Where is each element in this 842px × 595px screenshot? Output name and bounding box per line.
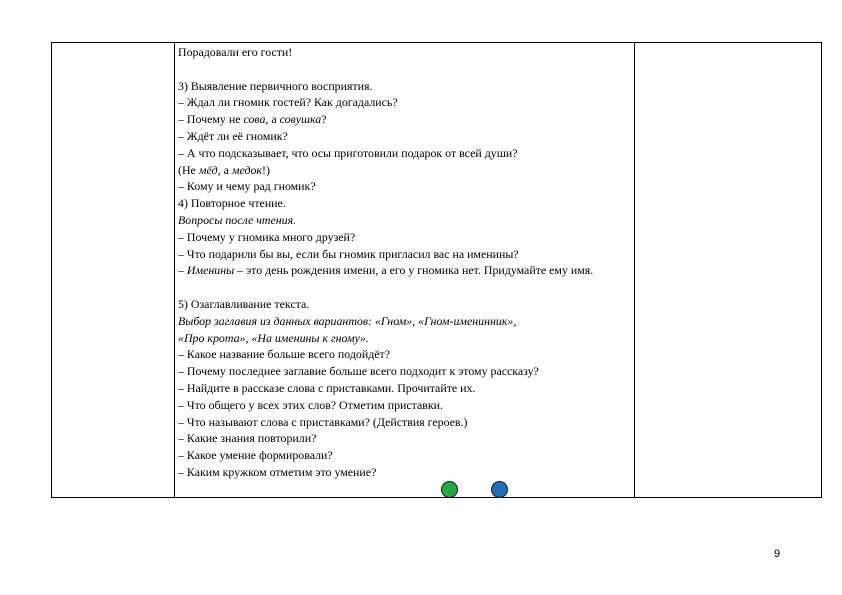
- page-number: 9: [774, 548, 781, 560]
- question-line: – Ждёт ли её гномик?: [178, 128, 288, 143]
- section-heading: 4) Повторное чтение.: [178, 196, 286, 211]
- question-line: – Что подарили бы вы, если бы гномик пригласил вас на именины?: [178, 246, 519, 261]
- italic-word: совушка: [279, 112, 322, 127]
- answer-line: [178, 162, 630, 179]
- blank-line: [178, 279, 630, 296]
- variants-line: [178, 330, 630, 347]
- question-line: [178, 262, 630, 279]
- italic-subheading: Вопросы после чтения.: [178, 212, 297, 227]
- column-divider-left: [174, 43, 175, 497]
- section-heading: 5) Озаглавливание текста.: [178, 296, 310, 311]
- question-line: – Ждал ли гномик гостей? Как догадались?: [178, 95, 398, 110]
- italic-word: мёд: [198, 162, 218, 177]
- text-fragment: , а: [265, 112, 280, 127]
- question-line: – Что общего у всех этих слов? Отметим приставки.: [178, 397, 443, 412]
- italic-text: «Про крота», «На именины к гному».: [178, 330, 369, 345]
- question-line: – Какое умение формировали?: [178, 448, 333, 463]
- text-line: Порадовали его гости!: [178, 45, 293, 59]
- question-line: – Что называют слова с приставками? (Действия героев.): [178, 414, 468, 429]
- subheading: [178, 212, 630, 229]
- text-fragment: – это день рождения имени, а его у гномика нет. Придумайте ему имя.: [234, 263, 594, 278]
- text-fragment: , а: [217, 162, 232, 177]
- text-fragment: !): [262, 162, 270, 177]
- text-fragment: –: [178, 263, 187, 278]
- section-heading: 3) Выявление первичного восприятия.: [178, 78, 373, 93]
- text-fragment: – Почему не: [178, 112, 244, 127]
- green-circle-marker: [441, 481, 458, 498]
- italic-word: медок: [231, 162, 262, 177]
- question-line: – Почему последнее заглавие больше всего подходит к этому рассказу?: [178, 364, 539, 379]
- variants-line: [178, 313, 630, 330]
- question-line: – Кому и чему рад гномик?: [178, 179, 316, 194]
- question-line: – Почему у гномика много друзей?: [178, 229, 356, 244]
- question-line: – Каким кружком отметим это умение?: [178, 464, 377, 479]
- question-line: – Какое название больше всего подойдёт?: [178, 347, 391, 362]
- column-divider-right: [634, 43, 635, 497]
- question-line: – Какие знания повторили?: [178, 431, 317, 446]
- question-line: [178, 111, 630, 128]
- question-line: – А что подсказывает, что осы приготовили подарок от всей души?: [178, 145, 518, 160]
- italic-word: Именины: [186, 263, 235, 278]
- italic-word: сова: [243, 112, 266, 127]
- question-line: – Найдите в рассказе слова с приставками. Прочитайте их.: [178, 380, 476, 395]
- blank-line: [178, 61, 630, 78]
- text-fragment: ?: [321, 112, 327, 127]
- lesson-text-cell: [178, 44, 630, 481]
- blue-circle-marker: [491, 481, 508, 498]
- italic-text: Выбор заглавия из данных вариантов: «Гном», «Гном-именинник»,: [178, 313, 517, 328]
- text-fragment: (Не: [178, 162, 199, 177]
